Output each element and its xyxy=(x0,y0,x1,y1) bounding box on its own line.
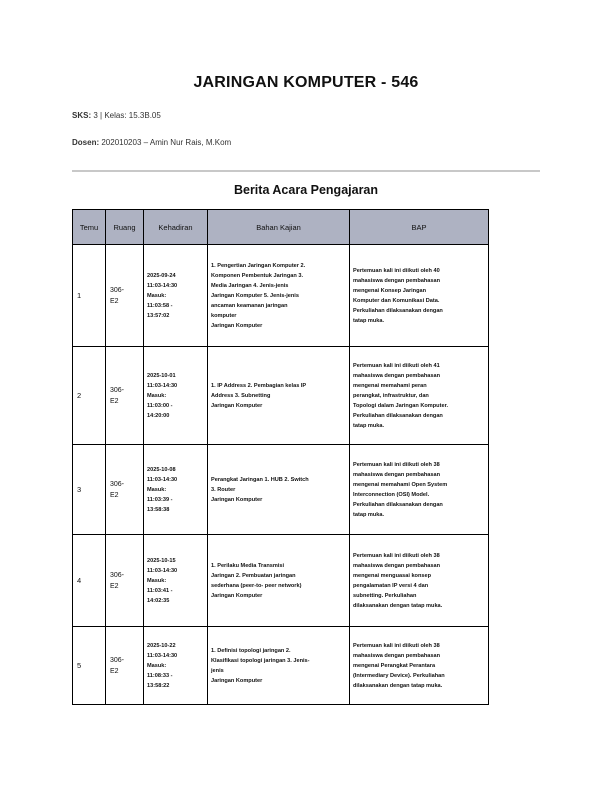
cell-bap-line: tatap muka. xyxy=(353,511,385,518)
bap-table xyxy=(72,209,489,705)
column-header-bahan-kajian: Bahan Kajian xyxy=(208,210,350,245)
cell-bap-line: subnetting. Perkuliahan xyxy=(353,592,417,599)
cell-bap-line: perangkat, infrastruktur, dan xyxy=(353,392,429,399)
cell-bap-line: Topologi dalam Jaringan Komputer. xyxy=(353,402,448,409)
cell-temu: 5 xyxy=(73,627,106,705)
cell-bap-line: Perkuliahan dilaksanakan dengan xyxy=(353,412,443,419)
cell-bap-line: Perkuliahan dilaksanakan dengan xyxy=(353,501,443,508)
table-row xyxy=(73,245,489,347)
sks-kelas-line xyxy=(72,111,161,120)
cell-ruang xyxy=(106,627,144,705)
cell-ruang xyxy=(106,535,144,627)
cell-bahan-kajian xyxy=(208,535,350,627)
cell-temu: 4 xyxy=(73,535,106,627)
cell-bahan-kajian-line: ancaman keamanan jaringan xyxy=(211,302,288,309)
table-row xyxy=(73,347,489,445)
cell-kehadiran-line: 11:03:00 - xyxy=(147,402,173,409)
cell-bap-line: tatap muka. xyxy=(353,317,385,324)
cell-bahan-kajian xyxy=(208,627,350,705)
cell-ruang xyxy=(106,445,144,535)
cell-kehadiran-line: 14:20:00 xyxy=(147,412,170,419)
cell-ruang-line: E2 xyxy=(110,667,119,675)
cell-bahan-kajian-line: Jaringan Komputer xyxy=(211,677,263,684)
dosen-value: 202010203 – Amin Nur Rais, M.Kom xyxy=(101,138,232,147)
cell-ruang-line: E2 xyxy=(110,582,119,590)
cell-bahan-kajian-line: 1. IP Address 2. Pembagian kelas IP xyxy=(211,382,307,389)
cell-bahan-kajian-line: Jaringan Komputer xyxy=(211,496,263,503)
cell-bap-line: mengenai menguasai konsep xyxy=(353,572,432,579)
cell-bap-line: (Intermediary Device). Perkuliahan xyxy=(353,672,445,679)
cell-ruang-line: 306- xyxy=(110,286,125,294)
cell-bap-line: mahasiswa dengan pembahasan xyxy=(353,372,441,379)
cell-ruang-line: 306- xyxy=(110,480,125,488)
cell-ruang-line: 306- xyxy=(110,386,125,394)
cell-kehadiran-line: Masuk: xyxy=(147,392,167,399)
cell-bahan-kajian-line: Jaringan Komputer xyxy=(211,592,263,599)
cell-bahan-kajian-line: 3. Router xyxy=(211,486,236,493)
cell-kehadiran xyxy=(144,245,208,347)
cell-kehadiran xyxy=(144,347,208,445)
cell-bap-line: mahasiswa dengan pembahasan xyxy=(353,471,441,478)
cell-bap-line: Interconnection (OSI) Model. xyxy=(353,491,430,498)
dosen-label: Dosen: xyxy=(72,138,100,147)
cell-kehadiran-line: 11:03:41 - xyxy=(147,587,173,594)
table-row xyxy=(73,445,489,535)
cell-bap-line: dilaksanakan dengan tatap muka. xyxy=(353,602,443,609)
cell-kehadiran-line: 13:58:22 xyxy=(147,682,170,689)
horizontal-divider xyxy=(72,170,540,172)
cell-bahan-kajian-line: komputer xyxy=(211,312,237,319)
cell-bap-line: mahasiswa dengan pembahasan xyxy=(353,652,441,659)
cell-bap xyxy=(350,445,489,535)
cell-bahan-kajian-line: jenis xyxy=(211,667,224,674)
cell-ruang xyxy=(106,347,144,445)
cell-bahan-kajian-line: 1. Pengertian Jaringan Komputer 2. xyxy=(211,262,306,269)
cell-kehadiran-line: 13:58:38 xyxy=(147,506,170,513)
cell-kehadiran-line: 13:57:02 xyxy=(147,312,170,319)
cell-bap-line: mengenai Konsep Jaringan xyxy=(353,287,427,294)
section-title: Berita Acara Pengajaran xyxy=(233,183,379,197)
cell-bahan-kajian-line: Jaringan Komputer 5. Jenis-jenis xyxy=(211,292,299,299)
cell-kehadiran-line: 11:08:33 - xyxy=(147,672,173,679)
cell-kehadiran-line: 2025-09-24 xyxy=(147,272,176,279)
cell-bap-line: pengalamatan IP versi 4 dan xyxy=(353,582,429,589)
cell-bahan-kajian xyxy=(208,245,350,347)
column-header-ruang: Ruang xyxy=(106,210,144,245)
cell-kehadiran-line: Masuk: xyxy=(147,577,167,584)
column-header-temu: Temu xyxy=(73,210,106,245)
cell-kehadiran-line: Masuk: xyxy=(147,292,167,299)
cell-kehadiran-line: 2025-10-01 xyxy=(147,372,176,379)
cell-ruang xyxy=(106,245,144,347)
cell-kehadiran-line: 11:03:58 - xyxy=(147,302,173,309)
cell-bahan-kajian-line: Perangkat Jaringan 1. HUB 2. Switch xyxy=(211,476,309,483)
cell-bahan-kajian-line: Address 3. Subnetting xyxy=(211,392,271,399)
sks-label: SKS: xyxy=(72,111,92,120)
cell-ruang-line: E2 xyxy=(110,491,119,499)
table-row xyxy=(73,627,489,705)
cell-bahan-kajian-line: Jaringan Komputer xyxy=(211,402,263,409)
cell-kehadiran-line: 11:03-14:30 xyxy=(147,282,178,289)
cell-bahan-kajian xyxy=(208,445,350,535)
cell-bap-line: Komputer dan Komunikasi Data. xyxy=(353,297,440,304)
cell-kehadiran-line: 11:03-14:30 xyxy=(147,567,178,574)
cell-bap-line: mahasiswa dengan pembahasan xyxy=(353,277,441,284)
dosen-line xyxy=(72,138,231,147)
table-body xyxy=(73,245,489,705)
cell-bap xyxy=(350,347,489,445)
cell-kehadiran-line: 2025-10-22 xyxy=(147,642,176,649)
column-header-kehadiran: Kehadiran xyxy=(144,210,208,245)
cell-kehadiran-line: 14:02:35 xyxy=(147,597,170,604)
cell-bahan-kajian-line: Media Jaringan 4. Jenis-jenis xyxy=(211,282,289,289)
cell-bap-line: tatap muka. xyxy=(353,422,385,429)
cell-kehadiran xyxy=(144,535,208,627)
cell-bap-line: mengenai memahami peran xyxy=(353,382,427,389)
sks-kelas-value: 3 | Kelas: 15.3B.05 xyxy=(93,111,161,120)
cell-bahan-kajian-line: sederhana (peer-to- peer network) xyxy=(211,582,302,589)
cell-bahan-kajian-line: 1. Definisi topologi jaringan 2. xyxy=(211,647,291,654)
cell-ruang-line: 306- xyxy=(110,571,125,579)
cell-kehadiran-line: 11:03-14:30 xyxy=(147,382,178,389)
cell-bap-line: mengenai memahami Open System xyxy=(353,481,448,488)
column-header-bap: BAP xyxy=(350,210,489,245)
cell-bap-line: Pertemuan kali ini diikuti oleh 40 xyxy=(353,267,440,274)
cell-kehadiran-line: Masuk: xyxy=(147,486,167,493)
cell-kehadiran-line: 11:03-14:30 xyxy=(147,476,178,483)
table-header-row xyxy=(73,210,489,245)
cell-ruang-line: E2 xyxy=(110,297,119,305)
cell-bap-line: mengenai Perangkat Perantara xyxy=(353,662,436,669)
cell-bap xyxy=(350,245,489,347)
cell-bap-line: Perkuliahan dilaksanakan dengan xyxy=(353,307,443,314)
cell-kehadiran-line: 2025-10-15 xyxy=(147,557,176,564)
cell-bahan-kajian-line: Komponen Pembentuk Jaringan 3. xyxy=(211,272,304,279)
cell-kehadiran-line: 11:03:39 - xyxy=(147,496,173,503)
cell-kehadiran xyxy=(144,627,208,705)
cell-bap-line: mahasiswa dengan pembahasan xyxy=(353,562,441,569)
cell-temu: 3 xyxy=(73,445,106,535)
cell-ruang-line: 306- xyxy=(110,656,125,664)
cell-bap xyxy=(350,627,489,705)
cell-bahan-kajian-line: Jaringan Komputer xyxy=(211,322,263,329)
cell-temu: 1 xyxy=(73,245,106,347)
cell-bap-line: Pertemuan kali ini diikuti oleh 38 xyxy=(353,552,440,559)
cell-bahan-kajian xyxy=(208,347,350,445)
cell-kehadiran-line: 2025-10-08 xyxy=(147,466,176,473)
cell-bahan-kajian-line: 1. Perilaku Media Transmisi xyxy=(211,562,285,569)
cell-bahan-kajian-line: Jaringan 2. Pembuatan jaringan xyxy=(211,572,296,579)
cell-kehadiran-line: Masuk: xyxy=(147,662,167,669)
cell-kehadiran-line: 11:03-14:30 xyxy=(147,652,178,659)
cell-bap-line: Pertemuan kali ini diikuti oleh 41 xyxy=(353,362,440,369)
cell-bap xyxy=(350,535,489,627)
cell-kehadiran xyxy=(144,445,208,535)
page-title: JARINGAN KOMPUTER - 546 xyxy=(193,74,419,91)
cell-bap-line: Pertemuan kali ini diikuti oleh 38 xyxy=(353,642,440,649)
cell-bahan-kajian-line: Klasifikasi topologi jaringan 3. Jenis- xyxy=(211,657,310,664)
cell-ruang-line: E2 xyxy=(110,397,119,405)
cell-bap-line: dilaksanakan dengan tatap muka. xyxy=(353,682,443,689)
cell-temu: 2 xyxy=(73,347,106,445)
cell-bap-line: Pertemuan kali ini diikuti oleh 38 xyxy=(353,461,440,468)
table-row xyxy=(73,535,489,627)
